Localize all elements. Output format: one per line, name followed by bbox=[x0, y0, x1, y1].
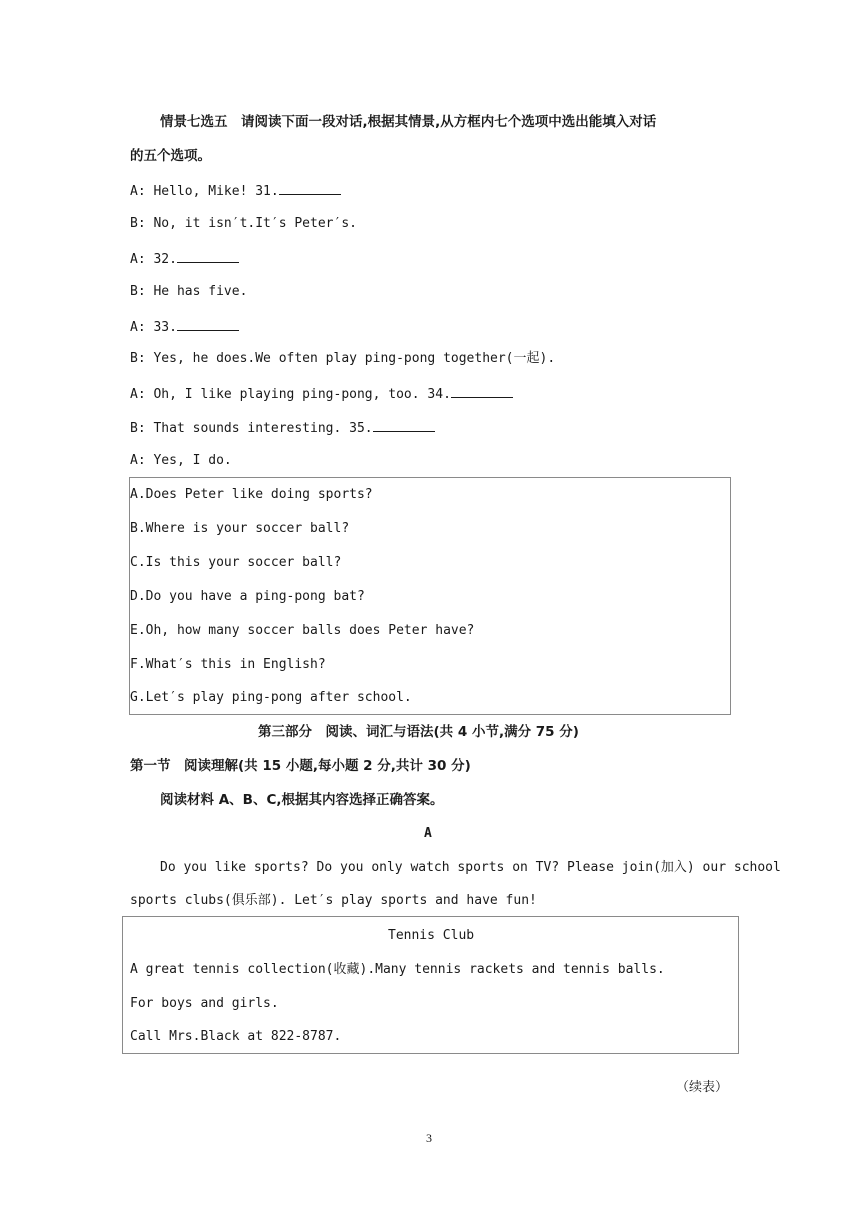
option-d: D.Do you have a ping-pong bat? bbox=[130, 589, 365, 604]
answer-blank-34[interactable] bbox=[451, 385, 513, 398]
answer-blank-32[interactable] bbox=[177, 250, 239, 263]
answer-blank-33[interactable] bbox=[177, 318, 239, 331]
answer-blank-35[interactable] bbox=[373, 419, 435, 432]
option-b: B.Where is your soccer ball? bbox=[130, 521, 350, 536]
reading-instruction: 阅读材料 A、B、C,根据其内容选择正确答案。 bbox=[160, 792, 444, 808]
dialogue-line: B: Yes, he does.We often play ping-pong together(一起). bbox=[130, 351, 556, 366]
answer-blank-31[interactable] bbox=[279, 182, 341, 195]
tennis-club-line-3: Call Mrs.Black at 822-8787. bbox=[130, 1029, 342, 1044]
passage-line-1: Do you like sports? Do you only watch sports on TV? Please join(加入) our school bbox=[160, 860, 781, 875]
option-c: C.Is this your soccer ball? bbox=[130, 555, 342, 570]
part3-title: 第三部分 阅读、词汇与语法(共 4 小节,满分 75 分) bbox=[258, 724, 579, 740]
dialogue-line: B: No, it isn′t.It′s Peter′s. bbox=[130, 216, 357, 231]
dialogue-line: A: Hello, Mike! 31. bbox=[130, 182, 341, 200]
tennis-club-title: Tennis Club bbox=[388, 928, 475, 943]
continued-label: （续表） bbox=[676, 1080, 729, 1095]
dialogue-line: A: Yes, I do. bbox=[130, 453, 232, 468]
option-e: E.Oh, how many soccer balls does Peter have? bbox=[130, 623, 475, 638]
dialogue-line: A: Oh, I like playing ping-pong, too. 34. bbox=[130, 385, 513, 403]
option-a: A.Does Peter like doing sports? bbox=[130, 487, 373, 502]
task-intro-line-2: 的五个选项。 bbox=[130, 148, 211, 164]
tennis-club-line-1: A great tennis collection(收藏).Many tennis rackets and tennis balls. bbox=[130, 962, 665, 977]
dialogue-line: B: That sounds interesting. 35. bbox=[130, 419, 435, 437]
passage-label: A bbox=[424, 826, 432, 841]
section1-heading: 第一节 阅读理解(共 15 小题,每小题 2 分,共计 30 分) bbox=[130, 758, 471, 774]
page-number: 3 bbox=[426, 1131, 432, 1145]
task-intro-line-1: 情景七选五 请阅读下面一段对话,根据其情景,从方框内七个选项中选出能填入对话 bbox=[160, 114, 657, 130]
option-f: F.What′s this in English? bbox=[130, 657, 326, 672]
dialogue-line: A: 32. bbox=[130, 250, 239, 268]
tennis-club-line-2: For boys and girls. bbox=[130, 996, 279, 1011]
passage-line-2: sports clubs(俱乐部). Let′s play sports and have fun! bbox=[130, 893, 537, 908]
option-g: G.Let′s play ping-pong after school. bbox=[130, 690, 412, 705]
dialogue-line: B: He has five. bbox=[130, 284, 248, 299]
dialogue-line: A: 33. bbox=[130, 318, 239, 336]
